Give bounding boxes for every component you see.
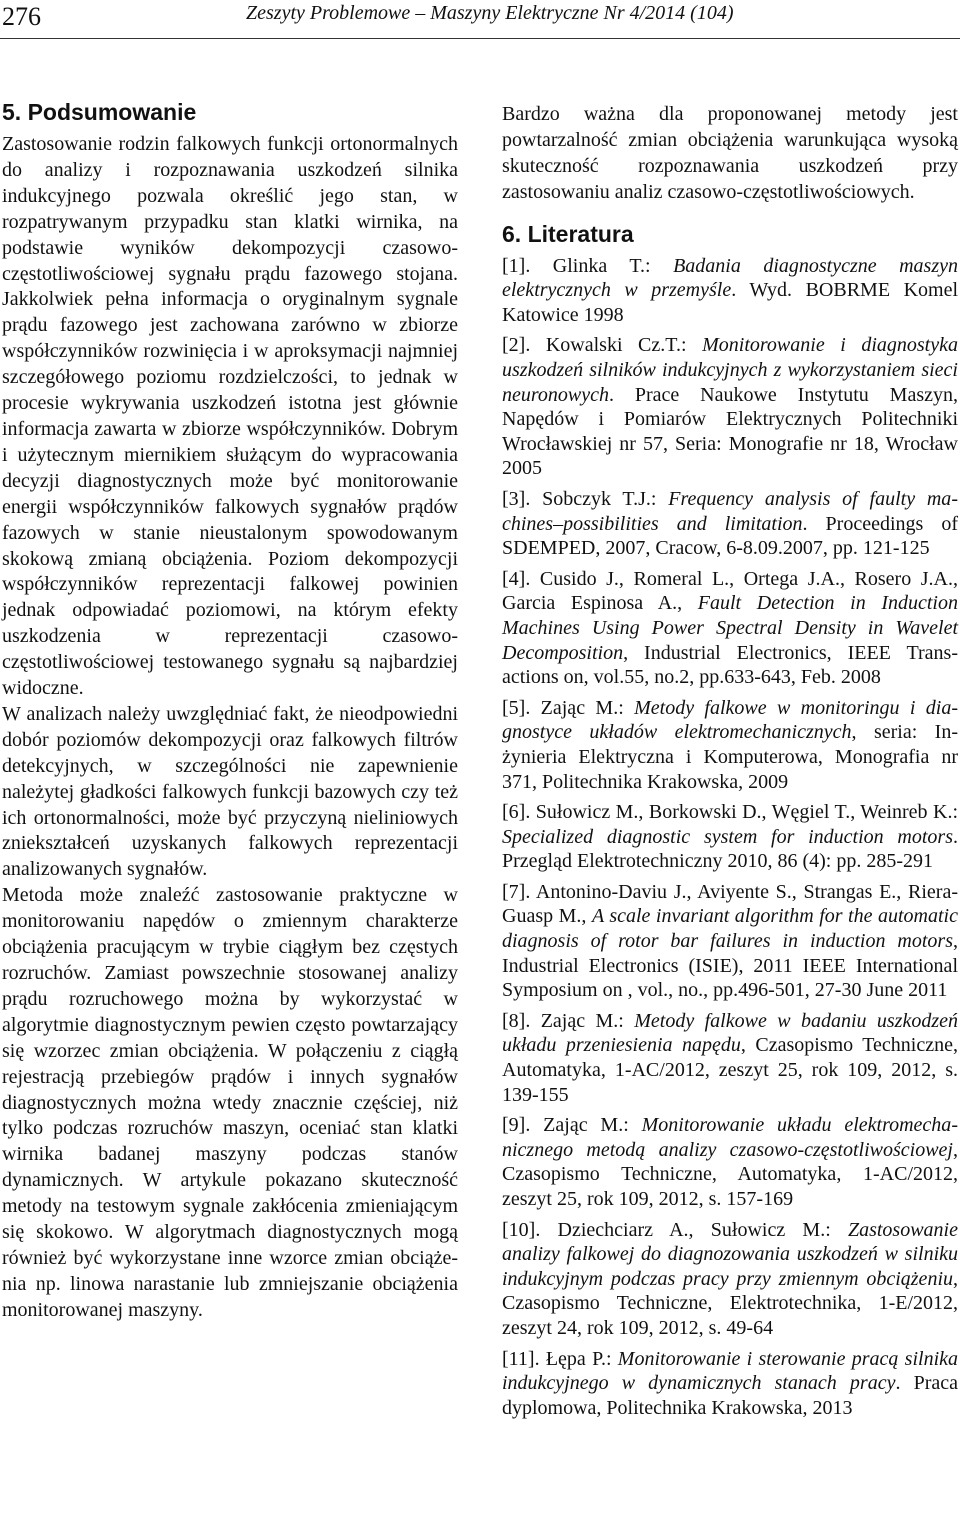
reference-item: [502, 1113, 958, 1211]
reference-title: Monitorowanie i sterowanie pracą silnika indukcyjnego w dynamicznych stanach pracy: [502, 1347, 958, 1395]
summary-paragraph-3: Metoda może znaleźć zastosowanie praktyczne w monitorowaniu napędów o zmiennym charakterze obciążenia pracującym w trybie ciągłym bez częstych rozruchów. Zamiast powszechnie stosowanej analizy prądu rozruchowego można by wykorzystać w algorytmie diagnostycznym pewien często powtarzający się wzorzec zmian obciążenia. W połączeniu z ciągłą rejestracją przebiegów prądów i innych sygnałów diagnostycznych można wtedy znacznie częściej, niż tylko podczas rozruchów maszyn, oceniać stan klatki wirnika badanej maszyny podczas stanów dynamicznych. W artykule pokazano skuteczność metody na testowym sygnale zakłócenia zmieniającym się skokowo. W algorytmach diagnostycznych mogą również być wykorzystane inne wzorce zmian obciążenia np. linowa narastanie lub zmniejszanie obciążenia monitorowanej maszyny.: [2, 884, 458, 1321]
reference-item: [502, 800, 958, 874]
section-title-literature: 6. Literatura: [502, 220, 634, 247]
reference-item: [502, 880, 958, 1003]
reference-authors: [2]. Kowalski Cz.T.:: [502, 334, 703, 357]
left-column: [2, 98, 458, 1324]
reference-authors: [4]. Cusido J., Romeral L., Ortega J.A., Rosero J.A., Garcia Espinosa A.,: [502, 567, 958, 615]
page-number: 276: [2, 2, 41, 31]
reference-authors: [6]. Sułowicz M., Borkowski D., Węgiel T., Weinreb K.:: [502, 801, 958, 824]
reference-source: , Czasopismo Techniczne, Automatyka, 1-AC/2012, zeszyt 25, rok 109, 2012, s. 139-155: [502, 1034, 958, 1106]
right-column: [502, 102, 958, 1426]
running-head: Zeszyty Problemowe – Maszyny Elektryczne Nr 4/2014 (104): [246, 2, 734, 24]
reference-item: [502, 333, 958, 481]
reference-title: Specialized diagnostic system for induction motors: [502, 825, 953, 848]
reference-source: . Prace Naukowe Instytutu Maszyn, Napędów i Pomiarów Elektrycznych Politechniki Wrocławskiej nr 57, Seria: Monografie nr 18, Wrocław 2005: [502, 383, 958, 480]
reference-title: Metody falkowe w badaniu uszkodzeń układu przeniesienia napędu: [502, 1009, 958, 1057]
reference-authors: [1]. Glinka T.:: [502, 254, 674, 277]
reference-title: Zastosowanie analizy falkowej do diagnozowania uszkodzeń w silniku indukcyjnym podczas pracy przy zmiennym obciążeniu: [502, 1218, 958, 1290]
reference-authors: [3]. Sobczyk T.J.:: [502, 487, 669, 510]
reference-item: [502, 567, 958, 690]
reference-authors: [7]. Antonino-Daviu J., Aviyente S., Strangas E., Riera-Guasp M.,: [502, 880, 958, 928]
reference-authors: [11]. Łępa P.:: [502, 1347, 618, 1370]
reference-authors: [9]. Zając M.:: [502, 1114, 642, 1137]
reference-source: , seria: Inżynieria Elektryczna i Komputerowa, Monografia nr 371, Politechnika Krakowska, 2009: [502, 721, 958, 793]
reference-source: . Praca dyplomowa, Politechnika Krakowska, 2013: [502, 1372, 958, 1419]
reference-list: [502, 254, 958, 1421]
summary-paragraph-4: Bardzo ważna dla proponowanej metody jest powtarzalność zmian obciążenia warunkująca wysoką skuteczność rozpoznawania uszkodzeń przy zastosowaniu analiz czasowo-częstotliwościowych.: [502, 103, 958, 203]
reference-source: . Przegląd Elektrotechniczny 2010, 86 (4): pp. 285-291: [502, 825, 958, 873]
reference-source: , Industrial Electronics, IEEE Transactions on, vol.55, no.2, pp.633-643, Feb. 2008: [502, 641, 958, 689]
reference-item: [502, 254, 958, 328]
section-title-summary: 5. Podsumowanie: [2, 99, 197, 125]
reference-title: Badania diagnostyczne maszyn elektrycznych w przemyśle: [502, 254, 958, 302]
reference-item: [502, 1009, 958, 1107]
reference-authors: [5]. Zając M.:: [502, 696, 635, 719]
reference-title: Fault Detection in Induction Machines Using Power Spectral Density in Wavelet Decomposition: [502, 592, 958, 664]
reference-item: [502, 696, 958, 794]
reference-item: [502, 487, 958, 561]
reference-title: Monitorowanie i diagnostyka uszkodzeń silników indukcyjnych z wykorzystaniem sieci neuronowych: [502, 334, 958, 406]
reference-title: Metody falkowe w monitoringu i diagnostyce układów elektromechanicznych: [502, 696, 958, 744]
header-rule: [0, 38, 960, 39]
summary-paragraph-1: Zastosowanie rodzin falkowych funkcji ortonormalnych do analizy i rozpoznawania uszkodzeń silnika indukcyjnego pozwala określić jego stan, w rozpatrywanym przypadku stan klatki wirnika, na podstawie wyników dekompozycji czasowo-częstotliwościowej sygnału prądu fazowego stojana. Jakkolwiek pełna informacja o oryginalnym sygnale prądu fazowego jest zachowana zarówno w zbiorze współczynników rozwinięcia i w aproksymacji najmniej szczegółowego poziomu rozdzielczości, to jednak w procesie wykrywania uszkodzeń istotna jest głównie informacja zawarta w zbiorze współczynników. Dobrym i użytecznym miernikiem służącym do wypracowania decyzji diagnostycznych może być monitorowanie energii współczynników falkowych sygnałów prądów fazowych w stanie nieustalonym spowodowanym skokową zmianą obciążenia. Poziom dekompozycji współczynników reprezentacji falkowej powinien jednak odpowiadać poziomowi, na którym efekty uszkodzenia w reprezentacji czasowo-częstotliwościowej testowanego sygnału są najbardziej widoczne.: [2, 133, 458, 700]
reference-title: Monitorowanie układu elektromechanicznego metodą analizy czasowo-częstotliwościowej: [502, 1114, 958, 1161]
reference-title: Frequency analysis of faulty machines–possibilities and limitation: [502, 487, 958, 535]
page-header: [0, 0, 960, 36]
reference-source: . Wyd. BOBRME Komel Katowice 1998: [502, 279, 958, 326]
reference-source: . Proceedings of SDEMPED, 2007, Cracow, 6-8.09.2007, pp. 121-125: [502, 512, 958, 560]
reference-authors: [8]. Zając M.:: [502, 1009, 635, 1032]
reference-item: [502, 1347, 958, 1421]
summary-paragraph-2: W analizach należy uwzględniać fakt, że nieodpowiedni dobór poziomów dekompozycji oraz falkowych filtrów detekcyjnych, w szczególności nie zapewnienie należytej gładkości falkowych funkcji bazowych czy też ich ortonormalności, może być przyczyną nieliniowych zniekształceń uzyskanych falkowych reprezentacji analizowanych sygnałów.: [2, 702, 458, 881]
reference-source: , Czasopismo Techniczne, Automatyka, 1-AC/2012, zeszyt 25, rok 109, 2012, s. 157-169: [502, 1138, 958, 1210]
reference-title: A scale invariant algorithm for the automatic diagnosis of rotor bar failures in induction motors: [502, 905, 958, 953]
reference-source: , Czasopismo Techniczne, Elektrotechnika, 1-E/2012, zeszyt 24, rok 109, 2012, s. 49-64: [502, 1267, 958, 1339]
reference-authors: [10]. Dziechciarz A., Sułowicz M.:: [502, 1218, 848, 1241]
reference-source: , Industrial Electronics (ISIE), 2011 IEEE International Symposium on , vol., no., pp.496-501, 27-30 June 2011: [502, 930, 958, 1002]
reference-item: [502, 1218, 958, 1341]
